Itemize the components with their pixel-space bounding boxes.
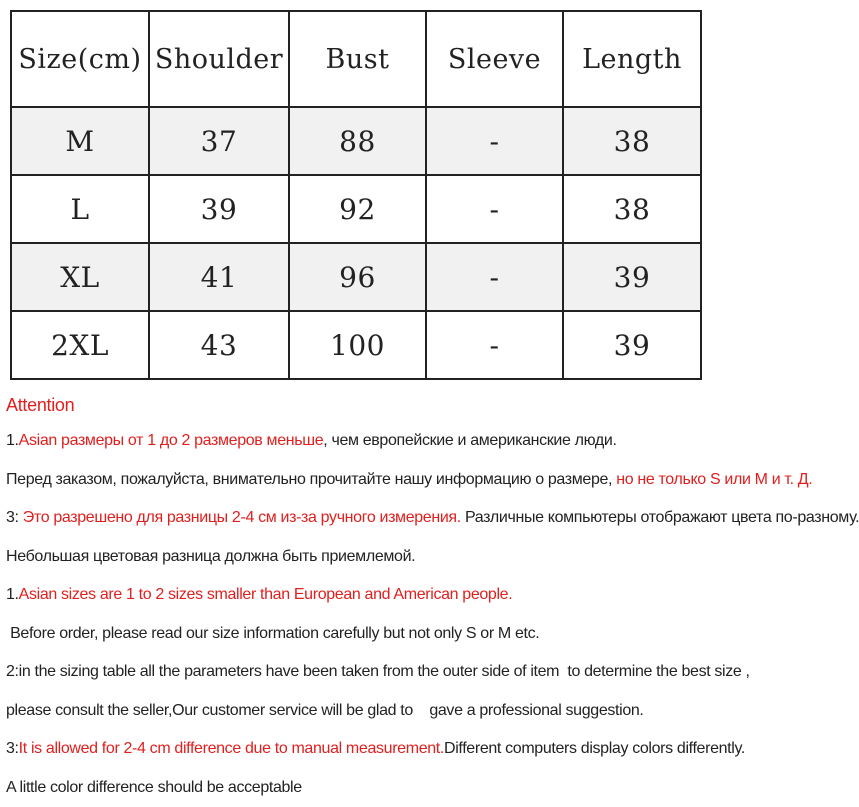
note-text: Перед заказом, пожалуйста, внимательно прочитайте нашу информацию о размере, (6, 471, 616, 488)
cell-shoulder: 41 (149, 243, 289, 311)
cell-shoulder: 37 (149, 107, 289, 175)
header-sleeve: Sleeve (426, 11, 563, 107)
table-row (11, 175, 701, 243)
note-ru-line-1 (6, 422, 796, 461)
cell-bust: 100 (289, 311, 426, 379)
note-highlight: Это разрешено для разницы 2-4 см из-за ручного измерения. (23, 509, 461, 526)
cell-bust: 92 (289, 175, 426, 243)
note-prefix: 1. (6, 586, 19, 603)
table-header-row (11, 11, 701, 107)
note-highlight: но не только S или M и т. Д. (616, 471, 812, 488)
attention-title: Attention (6, 388, 796, 422)
cell-sleeve: - (426, 175, 563, 243)
note-ru-line-4: Небольшая цветовая разница должна быть приемлемой. (6, 538, 796, 577)
note-highlight: It is allowed for 2-4 cm difference due to manual measurement. (19, 740, 444, 757)
header-shoulder: Shoulder (149, 11, 289, 107)
header-bust: Bust (289, 11, 426, 107)
cell-shoulder: 39 (149, 175, 289, 243)
note-en-line-6: A little color difference should be acceptable (6, 769, 796, 807)
note-highlight: Asian sizes are 1 to 2 sizes smaller than European and American people. (19, 586, 513, 603)
note-prefix: 3: (6, 509, 23, 526)
cell-length: 39 (563, 243, 701, 311)
size-notes (6, 388, 796, 807)
cell-shoulder: 43 (149, 311, 289, 379)
note-ru-line-3 (6, 499, 796, 538)
cell-size: L (11, 175, 149, 243)
cell-size: 2XL (11, 311, 149, 379)
cell-length: 38 (563, 175, 701, 243)
cell-sleeve: - (426, 243, 563, 311)
cell-size: M (11, 107, 149, 175)
cell-sleeve: - (426, 311, 563, 379)
note-highlight: Asian размеры от 1 до 2 размеров меньше (19, 432, 324, 449)
note-en-line-5 (6, 730, 796, 769)
table-row (11, 243, 701, 311)
table-row (11, 107, 701, 175)
note-text: Different computers display colors differently. (444, 740, 745, 757)
cell-size: XL (11, 243, 149, 311)
note-ru-line-2 (6, 461, 796, 500)
header-length: Length (563, 11, 701, 107)
note-prefix: 3: (6, 740, 19, 757)
note-en-line-3: 2:in the sizing table all the parameters have been taken from the outer side of item to determine the best size , (6, 653, 796, 692)
cell-length: 39 (563, 311, 701, 379)
cell-bust: 88 (289, 107, 426, 175)
cell-sleeve: - (426, 107, 563, 175)
note-text: Различные компьютеры отображают цвета по-разному. (461, 509, 859, 526)
header-size: Size(cm) (11, 11, 149, 107)
note-en-line-2: Before order, please read our size information carefully but not only S or M etc. (6, 615, 796, 654)
note-en-line-1 (6, 576, 796, 615)
note-prefix: 1. (6, 432, 19, 449)
note-en-line-4: please consult the seller,Our customer service will be glad to gave a professional suggestion. (6, 692, 796, 731)
size-chart-table (10, 10, 702, 380)
note-text: , чем европейские и американские люди. (323, 432, 616, 449)
table-row (11, 311, 701, 379)
cell-bust: 96 (289, 243, 426, 311)
cell-length: 38 (563, 107, 701, 175)
